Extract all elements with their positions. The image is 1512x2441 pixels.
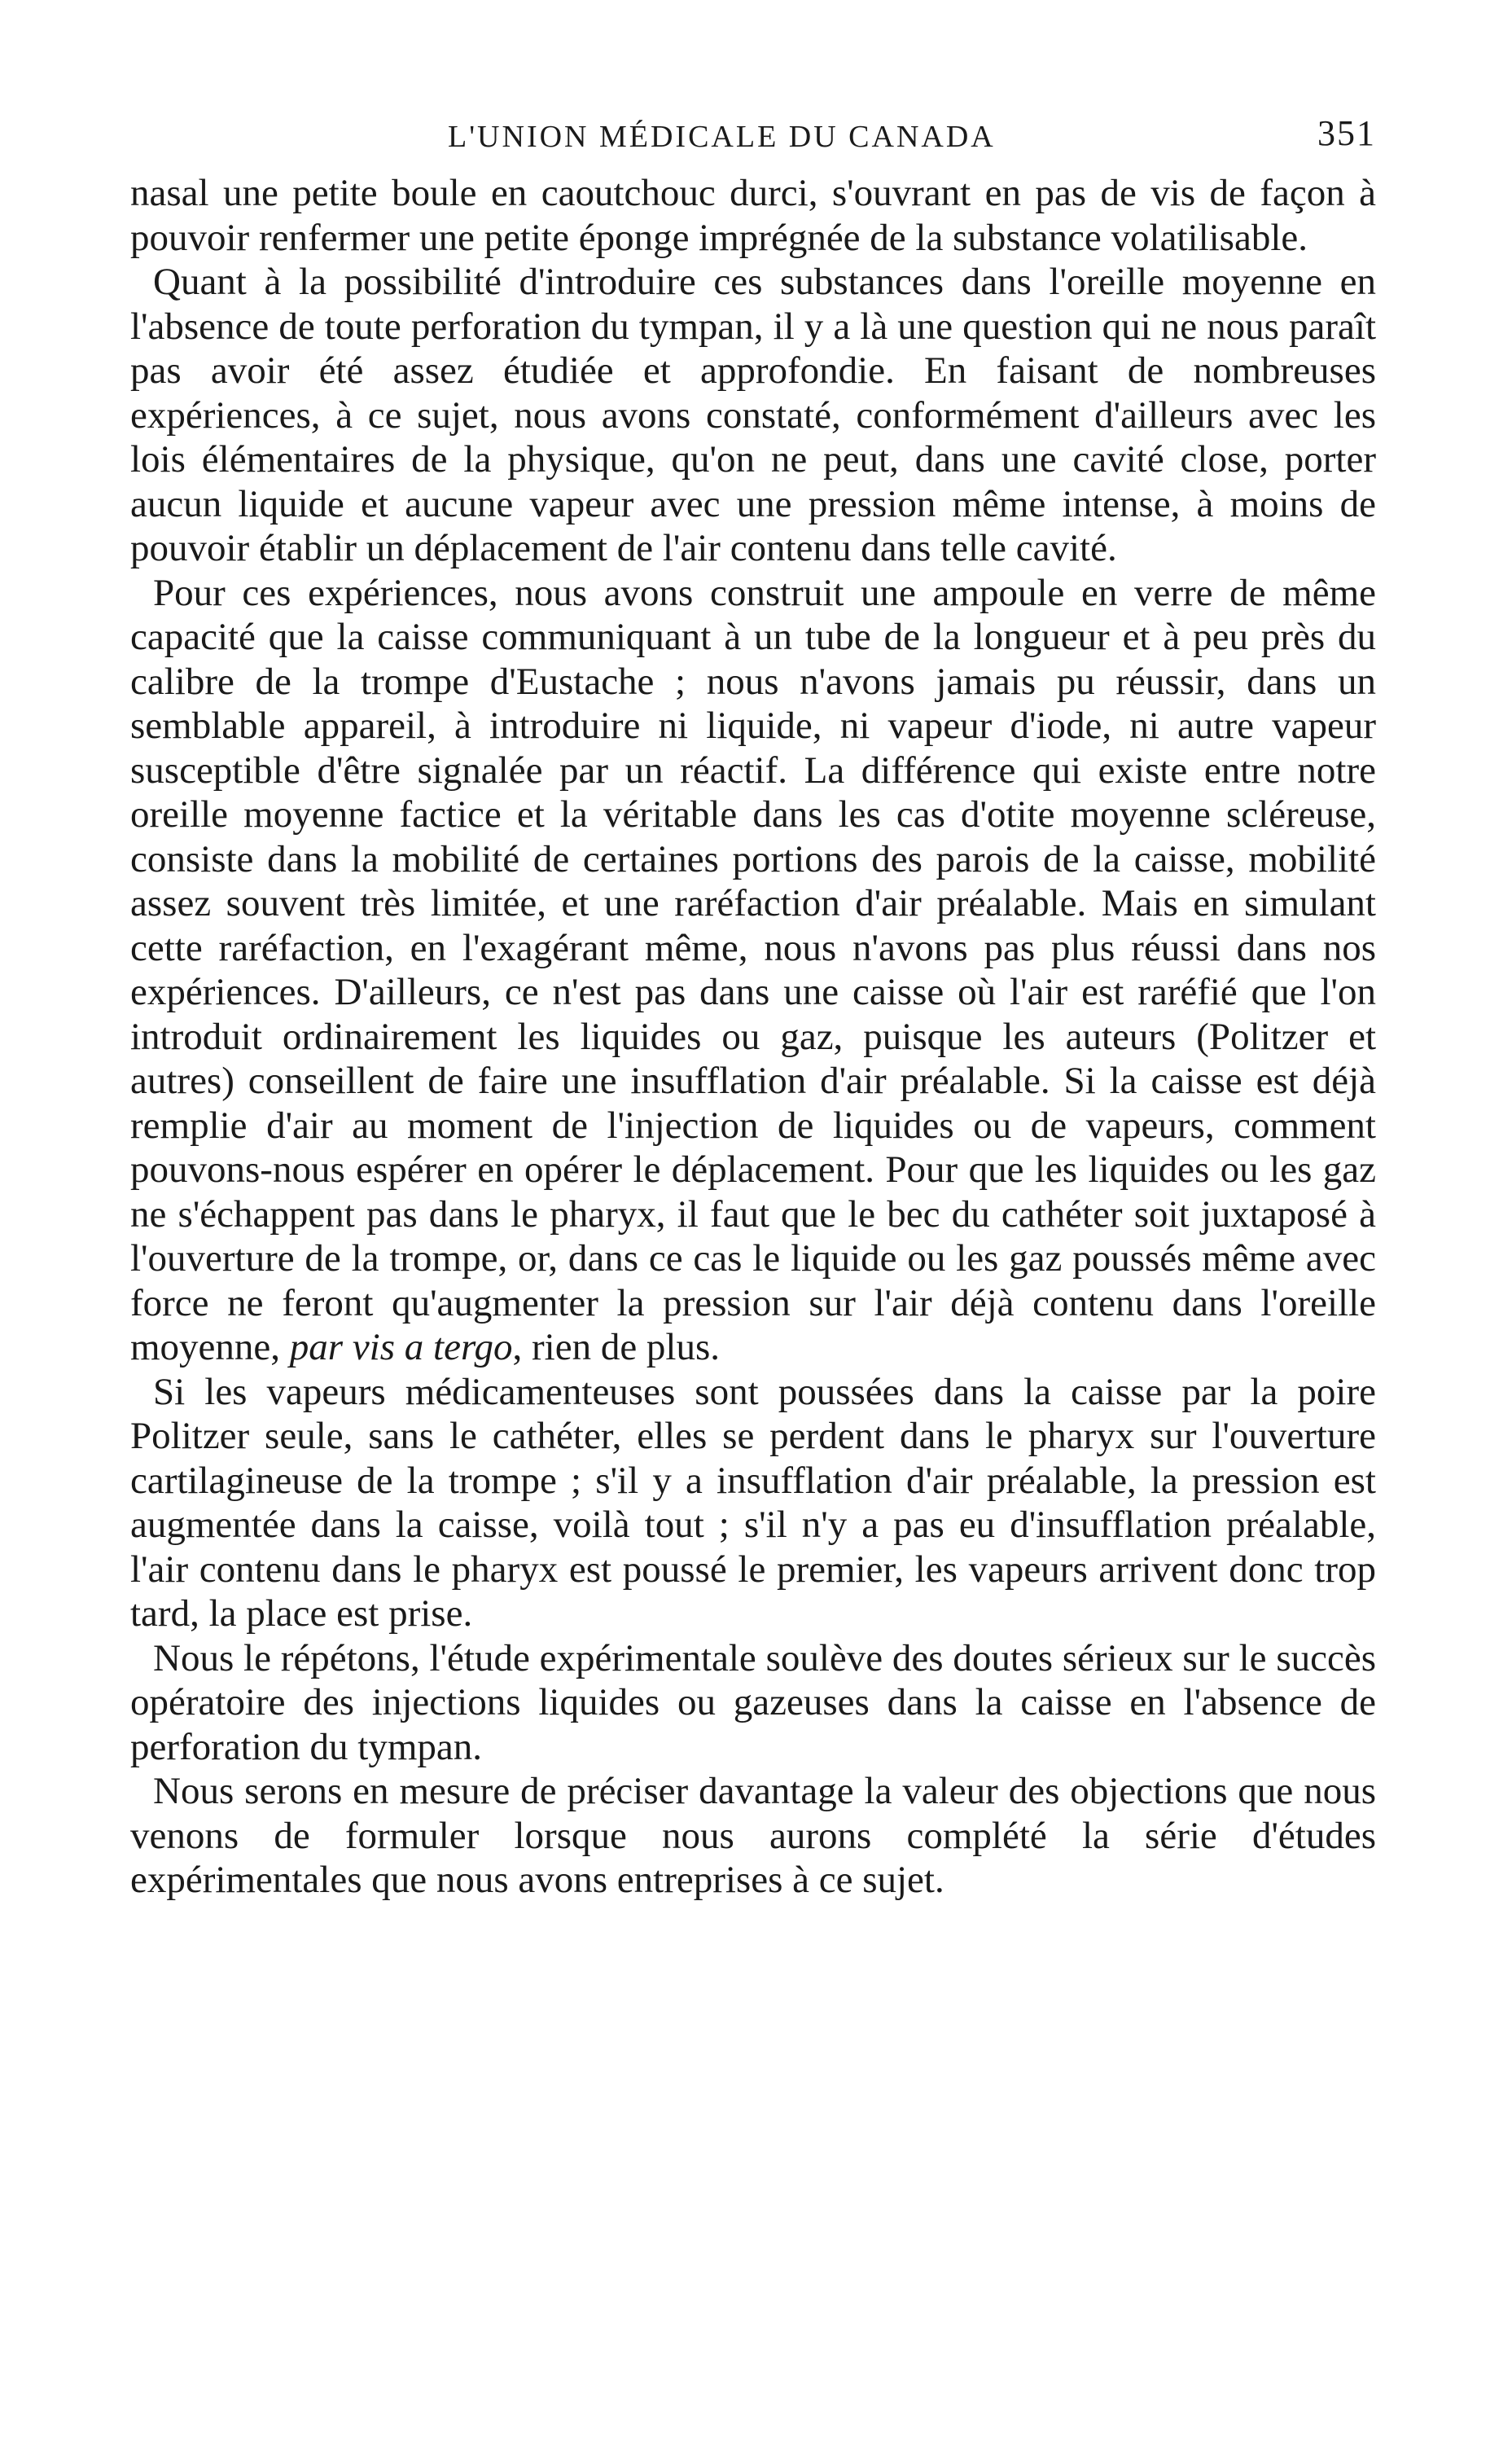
paragraph-5: Nous le répétons, l'étude expérimentale soulève des doutes sérieux sur le succès opératoire des injections liquides ou gazeuses dans la caisse en l'absence de perforation du tympan. (130, 1636, 1376, 1768)
page-number: 351 (1317, 113, 1376, 153)
paragraph-3 (130, 571, 1376, 1370)
paragraph-2: Quant à la possibilité d'introduire ces substances dans l'oreille moyenne en l'absence de toute perforation du tympan, il y a là une question qui ne nous paraît pas avoir été assez étudiée et approfondie. En faisant de nombreuses expériences, à ce sujet, nous avons constaté, conformément d'ailleurs avec les lois élémentaires de la physique, qu'on ne peut, dans une cavité close, porter aucun liquide et aucune vapeur avec une pression même intense, à moins de pouvoir établir un déplacement de l'air contenu dans telle cavité. (130, 261, 1376, 569)
paragraph-4: Si les vapeurs médicamenteuses sont poussées dans la caisse par la poire Politzer seule, sans le cathéter, elles se perdent dans le pharyx sur l'ouverture cartilagineuse de la trompe ; s'il y a insufflation d'air préalable, la pression est augmentée dans la caisse, voilà tout ; s'il n'y a pas eu d'insufflation préalable, l'air contenu dans le pharyx est poussé le premier, les vapeurs arrivent donc trop tard, la place est prise. (130, 1370, 1376, 1635)
paragraph-1: nasal une petite boule en caoutchouc durci, s'ouvrant en pas de vis de façon à pouvoir renfermer une petite éponge imprégnée de la substance volatilisable. (130, 172, 1376, 259)
paragraph-3-text: Pour ces expériences, nous avons construit une ampoule en verre de même capacité que la caisse communiquant à un tube de la longueur et à peu près du calibre de la trompe d'Eustache ; nous n'avons jamais pu réussir, dans un semblable appareil, à introduire ni liquide, ni vapeur d'iode, ni autre vapeur susceptible d'être signalée par un réactif. La différence qui existe entre notre oreille moyenne factice et la véritable dans les cas d'otite moyenne scléreuse, consiste dans la mobilité de certaines portions des parois de la caisse, mobilité assez souvent très limitée, et une raréfaction d'air préalable. Mais en simulant cette raréfaction, en l'exagérant même, nous n'avons pas plus réussi dans nos expériences. D'ailleurs, ce n'est pas dans une caisse où l'air est raréfié que l'on introduit ordinairement les liquides ou gaz, puisque les auteurs (Politzer et autres) conseillent de faire une insufflation d'air préalable. Si la caisse est déjà remplie d'air au moment de l'injection de liquides ou de vapeurs, comment pouvons-nous espérer en opérer le déplacement. Pour que les liquides ou les gaz ne s'échappent pas dans le pharyx, il faut que le bec du cathéter soit juxtaposé à l'ouverture de la trompe, or, dans ce cas le liquide ou les gaz poussés même avec force ne feront qu'augmenter la pression sur l'air déjà contenu dans l'oreille moyenne, (130, 571, 1376, 1368)
running-title: L'UNION MÉDICALE DU CANADA (448, 120, 996, 154)
latin-phrase: par vis a tergo (289, 1326, 513, 1368)
document-page (130, 98, 1376, 1903)
paragraph-3-ending: , rien de plus. (512, 1326, 721, 1368)
body-text (130, 171, 1376, 1903)
running-head (130, 98, 1376, 171)
paragraph-6: Nous serons en mesure de préciser davantage la valeur des objections que nous venons de formuler lorsque nous aurons complété la série d'études expérimentales que nous avons entreprises à ce sujet. (130, 1770, 1376, 1901)
